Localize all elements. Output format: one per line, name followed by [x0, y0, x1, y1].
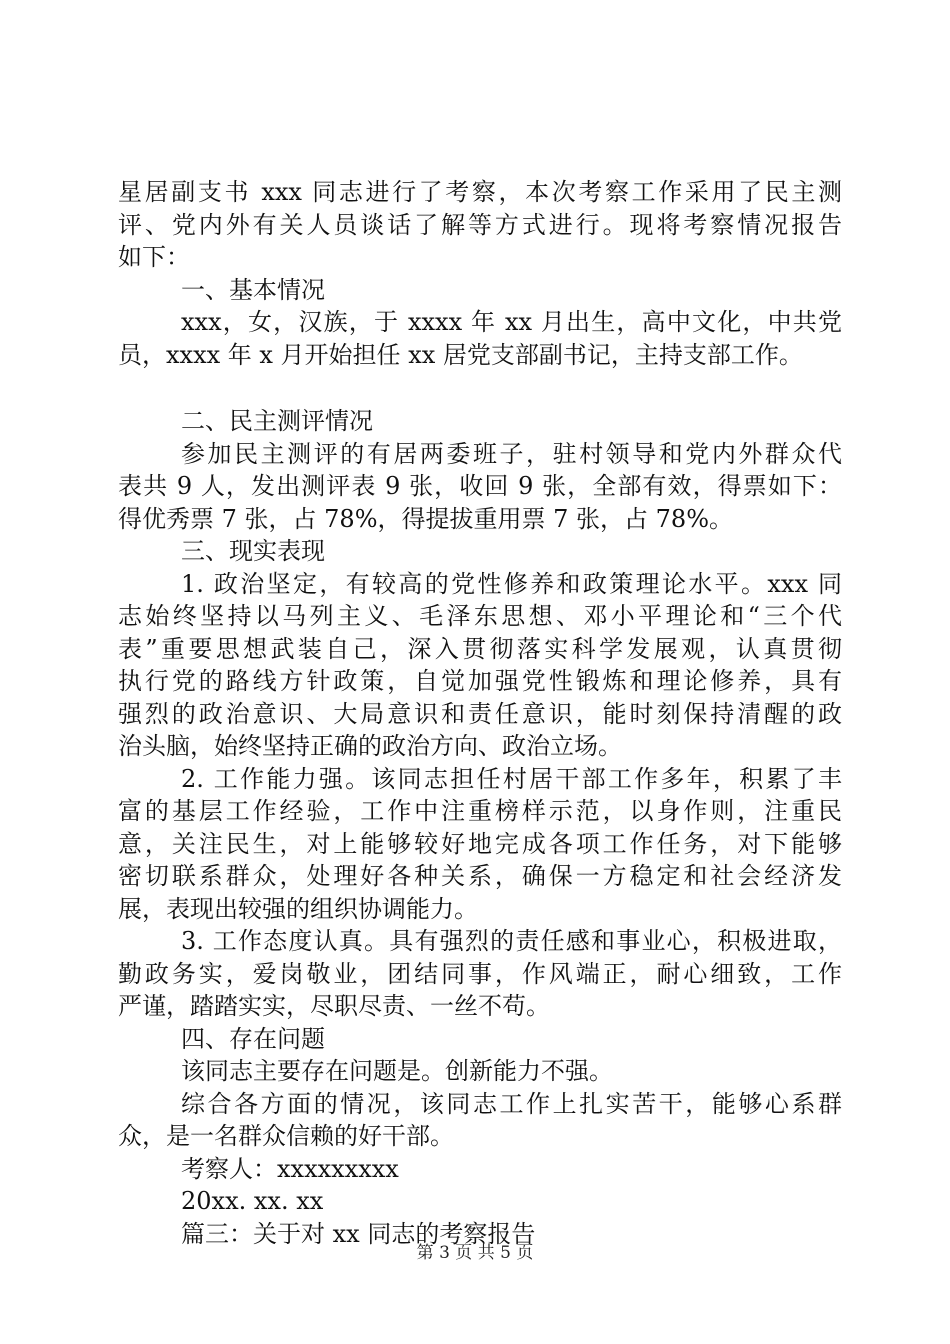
paragraph-line: 3. 工作态度认真。具有强烈的责任感和事业心，积极进取，	[181, 927, 842, 955]
paragraph-line: 严谨，踏踏实实，尽职尽责、一丝不苟。	[118, 992, 550, 1020]
paragraph-line: 评、党内外有关人员谈话了解等方式进行。现将考察情况报告	[118, 210, 842, 239]
section-heading-performance: 三、现实表现	[181, 537, 325, 565]
paragraph-line: 展，表现出较强的组织协调能力。	[118, 894, 478, 923]
paragraph-line: 星居副支书 xxx 同志进行了考察，本次考察工作采用了民主测	[118, 178, 842, 206]
paragraph-line: 表”重要思想武装自己，深入贯彻落实科学发展观，认真贯彻	[118, 634, 842, 663]
paragraph-line: 该同志主要存在问题是。创新能力不强。	[181, 1057, 613, 1085]
paragraph-line: 参加民主测评的有居两委班子，驻村领导和党内外群众代	[181, 439, 842, 468]
paragraph-gap	[118, 371, 842, 405]
paragraph-line: 表共 9 人，发出测评表 9 张，收回 9 张，全部有效，得票如下：	[118, 472, 842, 500]
document-body	[118, 176, 842, 1250]
paragraph-line: 强烈的政治意识、大局意识和责任意识，能时刻保持清醒的政	[118, 699, 842, 728]
paragraph-line: 1. 政治坚定，有较高的党性修养和政策理论水平。xxx 同	[181, 569, 842, 598]
paragraph-line: 执行党的路线方针政策，自觉加强党性锻炼和理论修养，具有	[118, 667, 842, 695]
paragraph-line: 志始终坚持以马列主义、毛泽东思想、邓小平理论和“三个代	[118, 602, 842, 630]
paragraph-line: 员，xxxx 年 x 月开始担任 xx 居党支部副书记，主持支部工作。	[118, 340, 803, 369]
paragraph-line: 富的基层工作经验，工作中注重榜样示范，以身作则，注重民	[118, 797, 842, 825]
next-article-title: 篇三：关于对 xx 同志的考察报告	[181, 1219, 536, 1248]
paragraph-line: 2. 工作能力强。该同志担任村居干部工作多年，积累了丰	[181, 764, 842, 793]
paragraph-line: 得优秀票 7 张，占 78%，得提拔重用票 7 张，占 78%。	[118, 504, 733, 533]
date-line: 20xx. xx. xx	[181, 1187, 324, 1215]
paragraph-line: 众，是一名群众信赖的好干部。	[118, 1122, 454, 1150]
section-heading-problems: 四、存在问题	[181, 1024, 325, 1053]
paragraph-line: xxx，女，汉族，于 xxxx 年 xx 月出生，高中文化，中共党	[181, 308, 842, 336]
paragraph-line: 意，关注民生，对上能够较好地完成各项工作任务，对下能够	[118, 829, 842, 858]
paragraph-line: 综合各方面的情况，该同志工作上扎实苦干，能够心系群	[181, 1089, 842, 1118]
paragraph-line: 如下：	[118, 243, 190, 271]
section-heading-democratic-evaluation: 二、民主测评情况	[181, 407, 373, 435]
inspector-line: 考察人：xxxxxxxxx	[181, 1154, 399, 1183]
paragraph-line: 勤政务实，爱岗敬业，团结同事，作风端正，耐心细致，工作	[118, 959, 842, 988]
section-heading-basic-info: 一、基本情况	[181, 275, 325, 304]
page-number-footer: 第 3 页 共 5 页	[416, 1243, 534, 1263]
paragraph-line: 密切联系群众，处理好各种关系，确保一方稳定和社会经济发	[118, 862, 842, 890]
paragraph-line: 治头脑，始终坚持正确的政治方向、政治立场。	[118, 732, 622, 760]
